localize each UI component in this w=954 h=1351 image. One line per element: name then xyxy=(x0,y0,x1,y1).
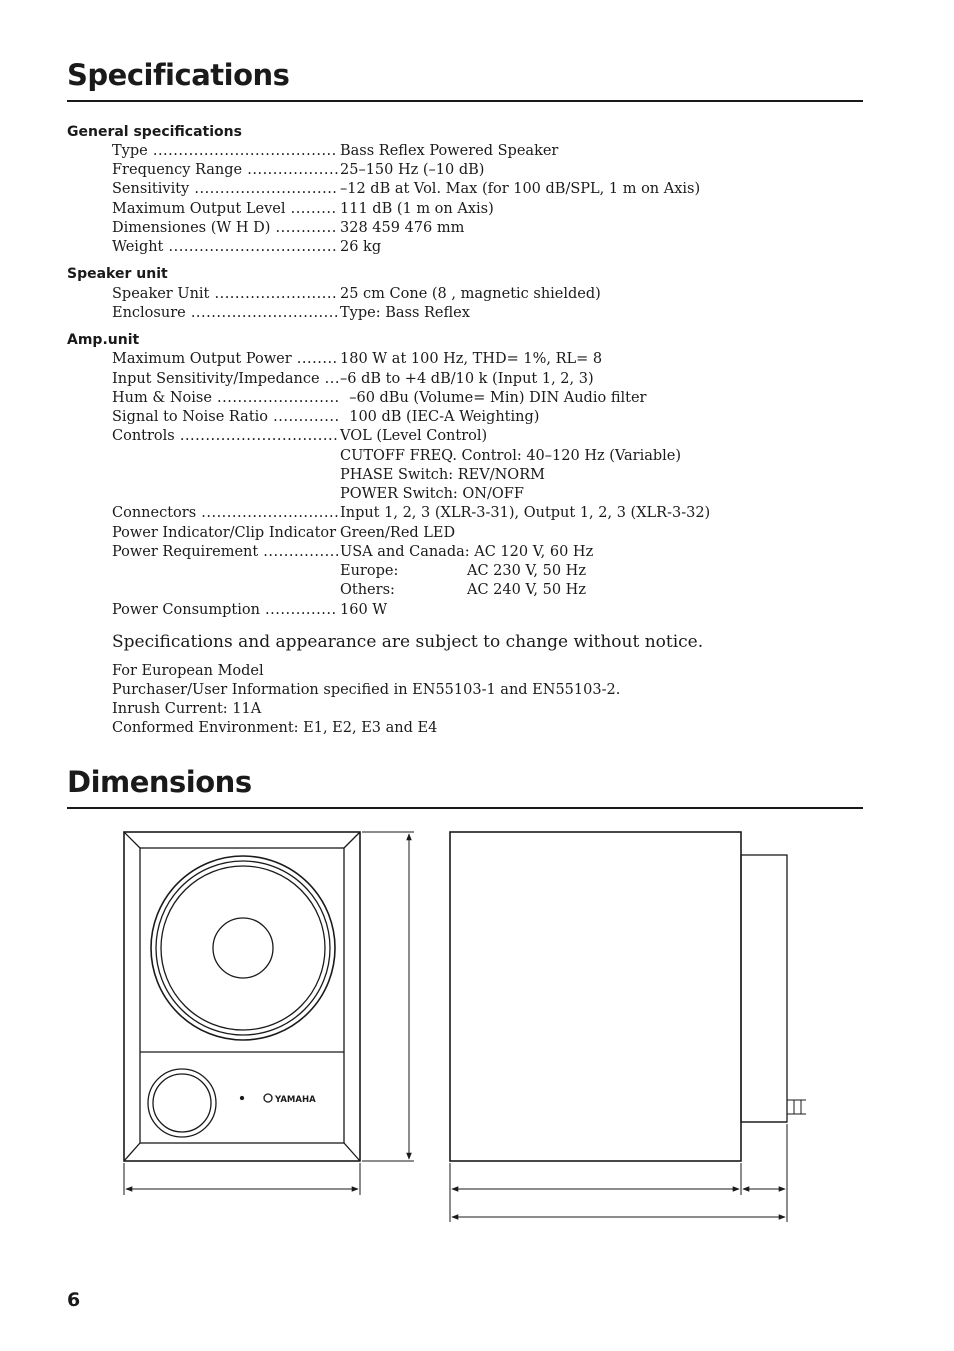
spec-label: Input Sensitivity/Impedance ..... xyxy=(112,370,338,389)
spec-value: 180 W at 100 Hz, THD= 1%, RL= 8 xyxy=(340,351,603,367)
spec-label: Power Requirement ..... xyxy=(112,543,338,562)
spec-value: Green/Red LED xyxy=(340,525,456,541)
spec-value: PHASE Switch: REV/NORM xyxy=(340,467,545,483)
spec-value: 26 kg xyxy=(340,239,382,255)
european-info-line: Purchaser/User Information specified in EN55103-1 and EN55103-2. xyxy=(112,682,621,698)
spec-value: –12 dB at Vol. Max (for 100 dB/SPL, 1 m on Axis) xyxy=(340,181,701,197)
spec-value: 328 459 476 mm xyxy=(340,220,465,236)
woofer-drawing xyxy=(151,856,335,1040)
spec-label: Connectors ..... xyxy=(112,504,338,523)
yamaha-logo-text: YAMAHA xyxy=(275,1095,316,1105)
spec-value: POWER Switch: ON/OFF xyxy=(340,486,524,502)
indicator-led xyxy=(241,1097,244,1100)
spec-value: 100 dB (IEC-A Weighting) xyxy=(340,409,540,425)
yamaha-logo-icon xyxy=(264,1094,272,1102)
spec-label: Power Indicator/Clip Indicator ..... xyxy=(112,524,338,543)
spec-value: 160 W xyxy=(340,602,388,618)
spec-label: Power Consumption ..... xyxy=(112,601,338,620)
european-info-line: Inrush Current: 11A xyxy=(112,701,262,717)
spec-value: Bass Reflex Powered Speaker xyxy=(340,143,559,159)
front-view-drawing xyxy=(124,832,414,1195)
spec-label: Controls ..... xyxy=(112,427,338,446)
page-number: 6 xyxy=(67,1289,81,1311)
spec-label: Dimensiones (W H D) ..... xyxy=(112,219,338,238)
spec-value: AC 240 V, 50 Hz xyxy=(467,582,586,598)
spec-value-region: Others: xyxy=(340,582,395,598)
spec-label: Hum & Noise ..... xyxy=(112,389,338,408)
amp-unit-heading: Amp.unit xyxy=(67,332,140,348)
spec-label: Enclosure ..... xyxy=(112,304,338,323)
spec-value: AC 230 V, 50 Hz xyxy=(467,563,586,579)
bass-port-drawing xyxy=(148,1069,216,1137)
spec-label: Maximum Output Power ..... xyxy=(112,350,338,369)
side-view-drawing xyxy=(450,832,806,1222)
spec-value: USA and Canada: AC 120 V, 60 Hz xyxy=(340,544,594,560)
spec-value: 25–150 Hz (–10 dB) xyxy=(340,162,485,178)
specifications-title: Specifications xyxy=(67,58,290,92)
spec-value: Type: Bass Reflex xyxy=(340,305,470,321)
spec-label: Maximum Output Level ..... xyxy=(112,200,338,219)
european-info-line: Conformed Environment: E1, E2, E3 and E4 xyxy=(112,720,438,736)
spec-value: –60 dBu (Volume= Min) DIN Audio filter xyxy=(340,390,647,406)
spec-label: Weight ..... xyxy=(112,238,338,257)
spec-value: VOL (Level Control) xyxy=(340,428,488,444)
spec-value: 111 dB (1 m on Axis) xyxy=(340,201,494,217)
general-spec-heading: General specifications xyxy=(67,124,242,140)
spec-label: Frequency Range ..... xyxy=(112,161,338,180)
spec-value: Input 1, 2, 3 (XLR-3-31), Output 1, 2, 3 (XLR-3-32) xyxy=(340,505,711,521)
spec-value: –6 dB to +4 dB/10 k (Input 1, 2, 3) xyxy=(340,371,594,387)
european-info-line: For European Model xyxy=(112,663,264,679)
dimensions-title: Dimensions xyxy=(67,765,252,799)
spec-value-region: Europe: xyxy=(340,563,399,579)
spec-label: Signal to Noise Ratio ..... xyxy=(112,408,338,427)
spec-label: Sensitivity ..... xyxy=(112,180,338,199)
spec-value: CUTOFF FREQ. Control: 40–120 Hz (Variable) xyxy=(340,448,682,464)
speaker-unit-heading: Speaker unit xyxy=(67,266,168,282)
change-notice: Specifications and appearance are subject to change without notice. xyxy=(112,632,704,652)
spec-label: Speaker Unit ..... xyxy=(112,285,338,304)
spec-value: 25 cm Cone (8 , magnetic shielded) xyxy=(340,286,601,302)
spec-label: Type ..... xyxy=(112,142,338,161)
